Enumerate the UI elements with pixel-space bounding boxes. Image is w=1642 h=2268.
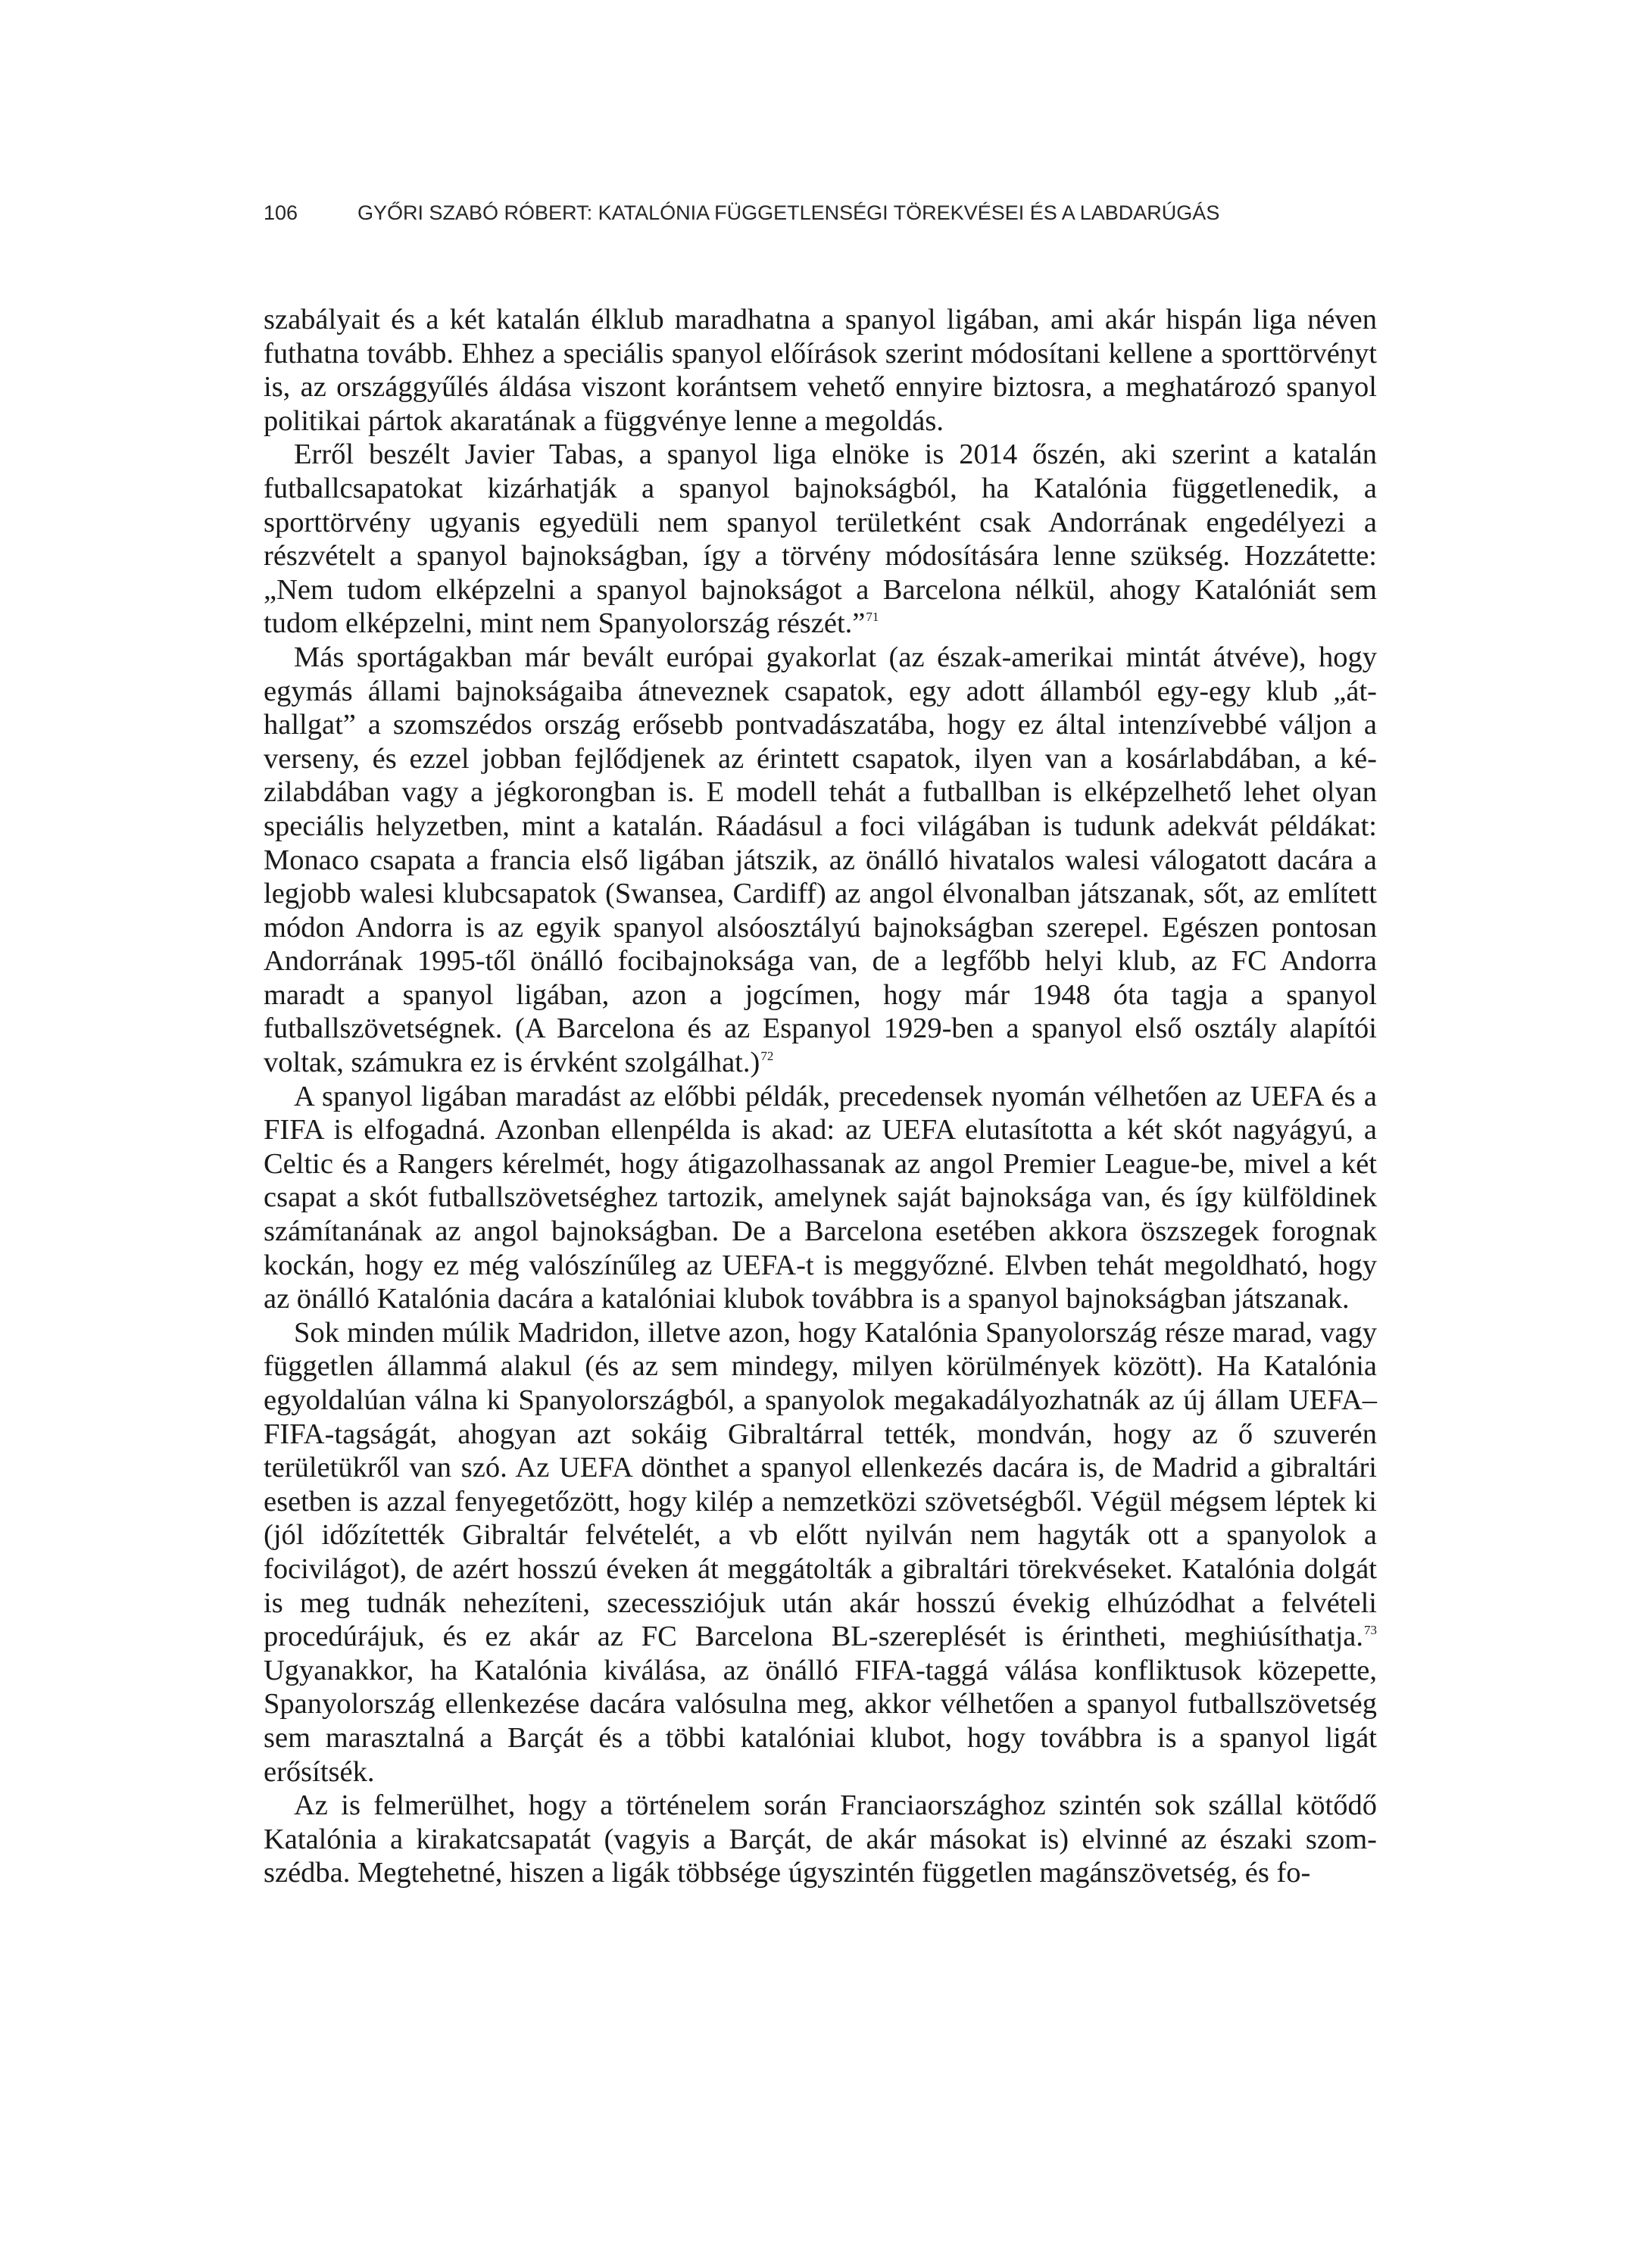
footnote-ref-71: 71 xyxy=(866,610,879,625)
paragraph-4 xyxy=(264,1080,1377,1316)
paragraph-text: Erről beszélt Javier Tabas, a spanyol liga elnöke is 2014 őszén, aki szerint a katalán futballcsapatokat kizárhatják a spanyol bajnokságból, ha Katalónia függetlenedik, a sporttörvény ugyanis egyedüli nem spanyol területként csak Andorrának engedélyezi a részvételt a spanyol bajnokságban, így a törvény módosítására lenne szükség. Hozzátette: „Nem tudom elképzelni a spanyol bajnokságot a Barcelona nélkül, ahogy Katalóniát sem tudom elképzelni, mint nem Spanyolország részét.” xyxy=(264,438,1377,640)
running-title: GYŐRI SZABÓ RÓBERT: KATALÓNIA FÜGGETLENSÉGI TÖREKVÉSEI ÉS A LABDARÚGÁS xyxy=(357,201,1220,224)
footnote-ref-73: 73 xyxy=(1364,1623,1377,1638)
paragraph-5 xyxy=(264,1316,1377,1789)
paragraph-1 xyxy=(264,303,1377,438)
page-number: 106 xyxy=(264,201,298,224)
footnote-ref-72: 72 xyxy=(760,1049,774,1064)
paragraph-text: Sok minden múlik Madridon, illetve azon, hogy Katalónia Spanyolország része marad, vagy független állammá alakul (és az sem mindegy, milyen körülmények között). Ha Katalónia egyoldalúan válna ki Spanyolországból, a spanyolok megakadályozhatnák az új állam UEFA–FIFA-tagságát, ahogyan azt sokáig Gibraltárral tették, mondván, hogy az ő szuverén területükről van szó. Az UEFA dönthet a spanyol ellenkezés dacára is, de Madrid a gibraltári esetben is azzal fenyegetőzött, hogy kilép a nemzetközi szövetségből. Végül mégsem léptek ki (jól időzítették Gibraltár felvételét, a vb előtt nyilván nem hagyták ott a spanyolok a focivilágot), de azért hosszú éveken át meggátolták a gibraltári törekvéseket. Katalónia dolgát is meg tudnák nehezíteni, szecessziójuk után akár hosszú évekig elhúzódhat a felvételi procedúrájuk, és ez akár az FC Barcelona BL-szereplését is érintheti, meghiúsíthatja. xyxy=(264,1316,1377,1653)
paragraph-text: A spanyol ligában maradást az előbbi példák, precedensek nyomán vélhetően az UEFA és a FIFA is elfogadná. Azonban ellenpélda is akad: az UEFA elutasította a két skót nagyágyú, a Celtic és a Rangers kérelmét, hogy átigazolhassanak az angol Premier League-be, mivel a két csapat a skót futballszövetséghez tartozik, amelynek saját bajnoksága van, és így külföldinek számítanának az angol bajnokságban. De a Barcelona esetében akkora öszszegek forognak kockán, hogy ez még valószínűleg az UEFA-t is meggyőzné. Elvben tehát megoldható, hogy az önálló Katalónia dacára a katalóniai klubok továbbra is a spanyol bajnokságban játszanak. xyxy=(264,1080,1377,1315)
paragraph-6 xyxy=(264,1789,1377,1890)
paragraph-text-continued: Ugyanakkor, ha Katalónia kiválása, az önálló FIFA-taggá válása konfliktusok közepette, Spanyolország ellenkezése dacára valósulna meg, akkor vélhetően a spanyol futballszövetség sem marasztalná a Barçát és a többi katalóniai klubot, hogy továbbra is a spanyol ligát erősítsék. xyxy=(264,1654,1377,1788)
body-text xyxy=(264,303,1377,1890)
paragraph-3 xyxy=(264,641,1377,1080)
paragraph-text: Az is felmerülhet, hogy a történelem során Franciaországhoz szintén sok szállal kötődő Katalónia a kirakatcsapatát (vagyis a Barçát, de akár másokat is) elvinné az északi szomszédba. Megtehetné, hiszen a ligák többsége úgyszintén független magánszövetség, és fo- xyxy=(264,1789,1377,1889)
running-header xyxy=(264,201,1377,235)
paragraph-text: Más sportágakban már bevált európai gyakorlat (az észak-amerikai mintát átvéve), hogy egymás állami bajnokságaiba átneveznek csapatok, egy adott államból egy-egy klub „áthallgat” a szomszédos ország erősebb pontvadászatába, hogy ez által intenzívebbé váljon a verseny, és ezzel jobban fejlődjenek az érintett csapatok, ilyen van a kosárlabdában, a kézilabdában vagy a jégkorongban is. E modell tehát a futballban is elképzelhető lehet olyan speciális helyzetben, mint a katalán. Ráadásul a foci világában is tudunk adekvát példákat: Monaco csapata a francia első ligában játszik, az önálló hivatalos walesi válogatott dacára a legjobb walesi klubcsapatok (Swansea, Cardiff) az angol élvonalban játszanak, sőt, az említett módon Andorra is az egyik spanyol alsóosztályú bajnokságban szerepel. Egészen pontosan Andorrának 1995-től önálló focibajnoksága van, de a legfőbb helyi klub, az FC Andorra maradt a spanyol ligában, azon a jogcímen, hogy már 1948 óta tagja a spanyol futballszövetségnek. (A Barcelona és az Espanyol 1929-ben a spanyol első osztály alapítói voltak, számukra ez is érvként szolgálhat.) xyxy=(264,641,1377,1079)
paragraph-text: szabályait és a két katalán élklub maradhatna a spanyol ligában, ami akár hispán liga néven futhatna tovább. Ehhez a speciális spanyol előírások szerint módosítani kellene a sporttörvényt is, az országgyűlés áldása viszont korántsem vehető ennyire biztosra, a meghatározó spanyol politikai pártok akaratának a függvénye lenne a megoldás. xyxy=(264,304,1377,437)
paragraph-2 xyxy=(264,438,1377,641)
